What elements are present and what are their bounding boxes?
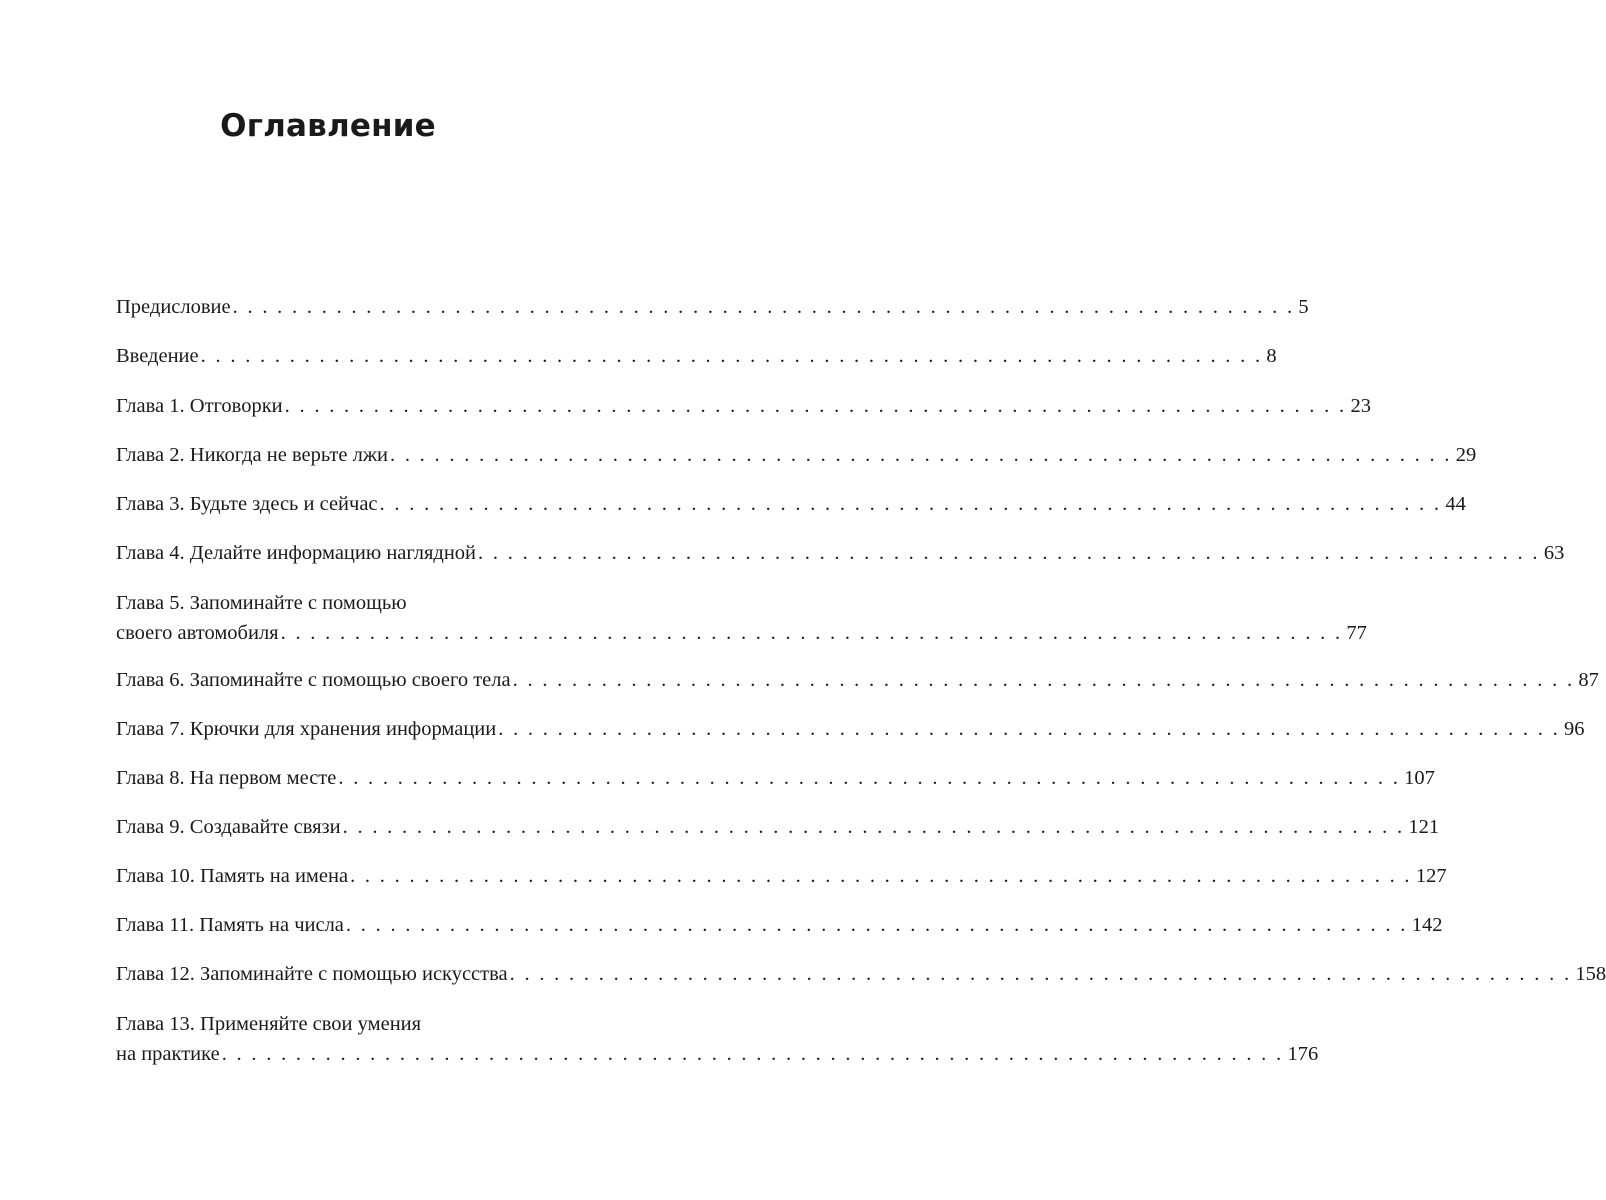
toc-entry bbox=[116, 538, 1565, 568]
toc-entry bbox=[116, 763, 1435, 793]
toc-entry-page: 96 bbox=[1564, 718, 1585, 740]
toc-entry-label-line1: Глава 13. Применяйте свои умения bbox=[116, 1013, 422, 1035]
toc-entry bbox=[116, 861, 1447, 891]
toc-entry bbox=[116, 910, 1443, 940]
toc-entry-page: 63 bbox=[1543, 542, 1565, 564]
toc-entry bbox=[116, 489, 1466, 519]
dot-leader: . . . . . . . . . . . . . . . . . . . . . . . . . . . . . . . . . . . . . . . . . . . . . . . . . . . . . . . . . . . . . . . . . . . . . . . . bbox=[498, 718, 1561, 740]
toc-entry-label: Предисловие bbox=[116, 296, 231, 318]
toc-entry-label-line2: на практике bbox=[116, 1043, 220, 1065]
toc-entry-label-line2: своего автомобиля bbox=[116, 622, 279, 644]
toc-entry-label: Глава 7. Крючки для хранения информации bbox=[116, 718, 497, 740]
toc-entry bbox=[116, 391, 1371, 421]
dot-leader: . . . . . . . . . . . . . . . . . . . . . . . . . . . . . . . . . . . . . . . . . . . . . . . . . . . . . . . . . . . . . . . . . . . . . . . . bbox=[232, 296, 1295, 318]
toc-entry bbox=[116, 714, 1585, 744]
toc-entry-label-line1: Глава 5. Запоминайте с помощью bbox=[116, 592, 407, 614]
toc-entry-page: 23 bbox=[1350, 395, 1371, 417]
toc-entry-label: Глава 4. Делайте информацию наглядной bbox=[116, 542, 477, 564]
toc-entry-page: 142 bbox=[1411, 914, 1443, 936]
dot-leader: . . . . . . . . . . . . . . . . . . . . . . . . . . . . . . . . . . . . . . . . . . . . . . . . . . . . . . . . . . . . . . . . . . . . . . . . bbox=[221, 1043, 1284, 1065]
dot-leader: . . . . . . . . . . . . . . . . . . . . . . . . . . . . . . . . . . . . . . . . . . . . . . . . . . . . . . . . . . . . . . . . . . . . . . . . bbox=[379, 493, 1442, 515]
toc-entry bbox=[116, 440, 1477, 470]
toc-entry-label: Глава 8. На первом месте bbox=[116, 767, 337, 789]
toc-entry-label: Глава 2. Никогда не верьте лжи bbox=[116, 444, 388, 466]
dot-leader: . . . . . . . . . . . . . . . . . . . . . . . . . . . . . . . . . . . . . . . . . . . . . . . . . . . . . . . . . . . . . . . . . . . . . . . . bbox=[200, 345, 1263, 367]
toc-entry-page: 8 bbox=[1266, 345, 1277, 367]
toc-entry bbox=[116, 812, 1440, 842]
dot-leader: . . . . . . . . . . . . . . . . . . . . . . . . . . . . . . . . . . . . . . . . . . . . . . . . . . . . . . . . . . . . . . . . . . . . . . . . bbox=[509, 963, 1572, 985]
toc-title: Оглавление bbox=[220, 108, 436, 144]
toc-entry-page: 121 bbox=[1408, 816, 1440, 838]
toc-entry bbox=[116, 292, 1309, 322]
dot-leader: . . . . . . . . . . . . . . . . . . . . . . . . . . . . . . . . . . . . . . . . . . . . . . . . . . . . . . . . . . . . . . . . . . . . . . . . bbox=[280, 622, 1343, 644]
toc-entry-page: 29 bbox=[1455, 444, 1477, 466]
dot-leader: . . . . . . . . . . . . . . . . . . . . . . . . . . . . . . . . . . . . . . . . . . . . . . . . . . . . . . . . . . . . . . . . . . . . . . . . bbox=[478, 542, 1540, 564]
toc-entry-page: 5 bbox=[1298, 296, 1309, 318]
dot-leader: . . . . . . . . . . . . . . . . . . . . . . . . . . . . . . . . . . . . . . . . . . . . . . . . . . . . . . . . . . . . . . . . . . . . . . . . bbox=[389, 444, 1452, 466]
toc-entry-page: 107 bbox=[1404, 767, 1435, 789]
toc-entry-label: Глава 1. Отговорки bbox=[116, 395, 283, 417]
toc-entry-label: Глава 6. Запоминайте с помощью своего тела bbox=[116, 669, 511, 691]
toc-entry-page: 176 bbox=[1287, 1043, 1319, 1065]
dot-leader: . . . . . . . . . . . . . . . . . . . . . . . . . . . . . . . . . . . . . . . . . . . . . . . . . . . . . . . . . . . . . . . . . . . . . . . . bbox=[512, 669, 1575, 691]
dot-leader: . . . . . . . . . . . . . . . . . . . . . . . . . . . . . . . . . . . . . . . . . . . . . . . . . . . . . . . . . . . . . . . . . . . . . . . . bbox=[350, 865, 1412, 887]
toc-entry-label: Глава 3. Будьте здесь и сейчас bbox=[116, 493, 378, 515]
dot-leader: . . . . . . . . . . . . . . . . . . . . . . . . . . . . . . . . . . . . . . . . . . . . . . . . . . . . . . . . . . . . . . . . . . . . . . . . bbox=[338, 767, 1401, 789]
dot-leader: . . . . . . . . . . . . . . . . . . . . . . . . . . . . . . . . . . . . . . . . . . . . . . . . . . . . . . . . . . . . . . . . . . . . . . . . bbox=[284, 395, 1347, 417]
toc-entry-label: Глава 11. Память на числа bbox=[116, 914, 344, 936]
dot-leader: . . . . . . . . . . . . . . . . . . . . . . . . . . . . . . . . . . . . . . . . . . . . . . . . . . . . . . . . . . . . . . . . . . . . . . . . bbox=[342, 816, 1405, 838]
toc-entry-page: 87 bbox=[1578, 669, 1599, 691]
toc-entry bbox=[116, 341, 1277, 371]
toc-entry-page: 44 bbox=[1445, 493, 1466, 515]
toc-entry-label: Введение bbox=[116, 345, 199, 367]
toc-entry bbox=[116, 588, 1367, 648]
toc-entry bbox=[116, 665, 1599, 695]
toc-entry-label: Глава 12. Запоминайте с помощью искусства bbox=[116, 963, 508, 985]
toc-entry-page: 158 bbox=[1575, 963, 1606, 985]
toc-entry-label: Глава 10. Память на имена bbox=[116, 865, 349, 887]
toc-entry-page: 77 bbox=[1346, 622, 1367, 644]
toc-entry bbox=[116, 959, 1606, 989]
dot-leader: . . . . . . . . . . . . . . . . . . . . . . . . . . . . . . . . . . . . . . . . . . . . . . . . . . . . . . . . . . . . . . . . . . . . . . . . bbox=[345, 914, 1408, 936]
toc-entry-page: 127 bbox=[1415, 865, 1447, 887]
toc-entry-label: Глава 9. Создавайте связи bbox=[116, 816, 341, 838]
toc-entry bbox=[116, 1009, 1319, 1069]
